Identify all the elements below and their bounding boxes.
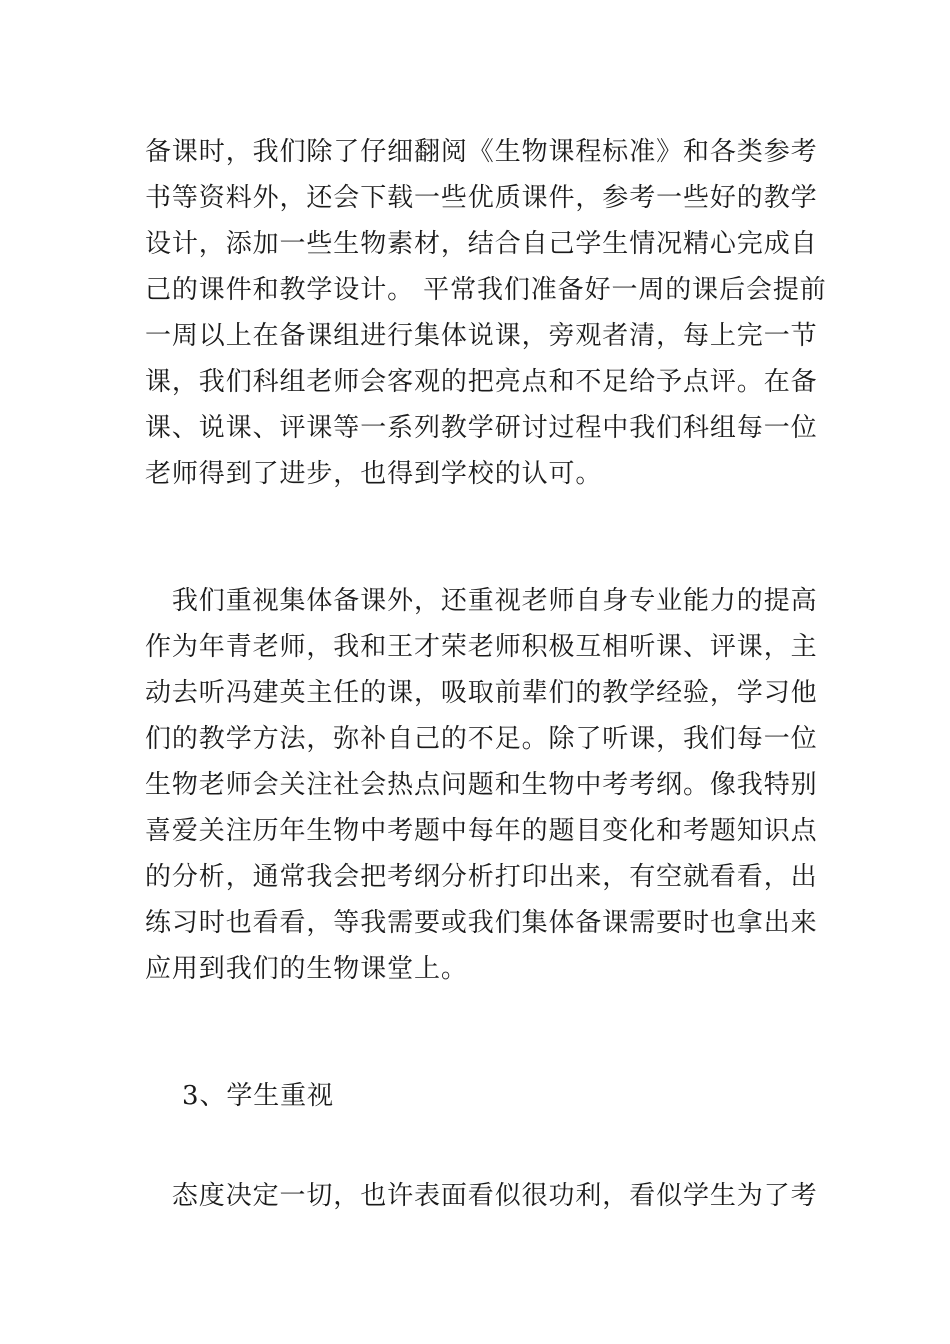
paragraph-1-line-5: 一周以上在备课组进行集体说课，旁观者清，每上完一节 (145, 321, 818, 351)
section-heading: 3、学生重视 (182, 1081, 334, 1111)
paragraph-2-line-4: 们的教学方法，弥补自己的不足。除了听课，我们每一位 (145, 724, 818, 754)
paragraph-2-line-8: 练习时也看看，等我需要或我们集体备课需要时也拿出来 (145, 908, 818, 938)
paragraph-2-line-3: 动去听冯建英主任的课，吸取前辈们的教学经验，学习他 (145, 678, 818, 708)
paragraph-1-line-8: 老师得到了进步，也得到学校的认可。 (145, 459, 603, 489)
paragraph-1-line-7: 课、说课、评课等一系列教学研讨过程中我们科组每一位 (145, 413, 818, 443)
paragraph-1-line-2: 书等资料外，还会下载一些优质课件，参考一些好的教学 (145, 183, 818, 213)
paragraph-2-line-6: 喜爱关注历年生物中考题中每年的题目变化和考题知识点 (145, 816, 818, 846)
paragraph-2-line-2: 作为年青老师，我和王才荣老师积极互相听课、评课，主 (145, 632, 818, 662)
paragraph-1-line-6: 课，我们科组老师会客观的把亮点和不足给予点评。在备 (145, 367, 818, 397)
paragraph-2-line-9: 应用到我们的生物课堂上。 (145, 954, 468, 984)
paragraph-2-line-7: 的分析，通常我会把考纲分析打印出来，有空就看看，出 (145, 862, 818, 892)
paragraph-1-line-3: 设计，添加一些生物素材，结合自己学生情况精心完成自 (145, 229, 818, 259)
paragraph-3-line-1: 态度决定一切，也许表面看似很功利，看似学生为了考 (145, 1181, 818, 1211)
paragraph-1-line-1: 备课时，我们除了仔细翻阅《生物课程标准》和各类参考 (145, 137, 818, 167)
paragraph-2-line-1: 我们重视集体备课外，还重视老师自身专业能力的提高 (145, 586, 818, 616)
paragraph-1-line-4: 己的课件和教学设计。 平常我们准备好一周的课后会提前 (145, 275, 827, 305)
paragraph-2-line-5: 生物老师会关注社会热点问题和生物中考考纲。像我特别 (145, 770, 818, 800)
